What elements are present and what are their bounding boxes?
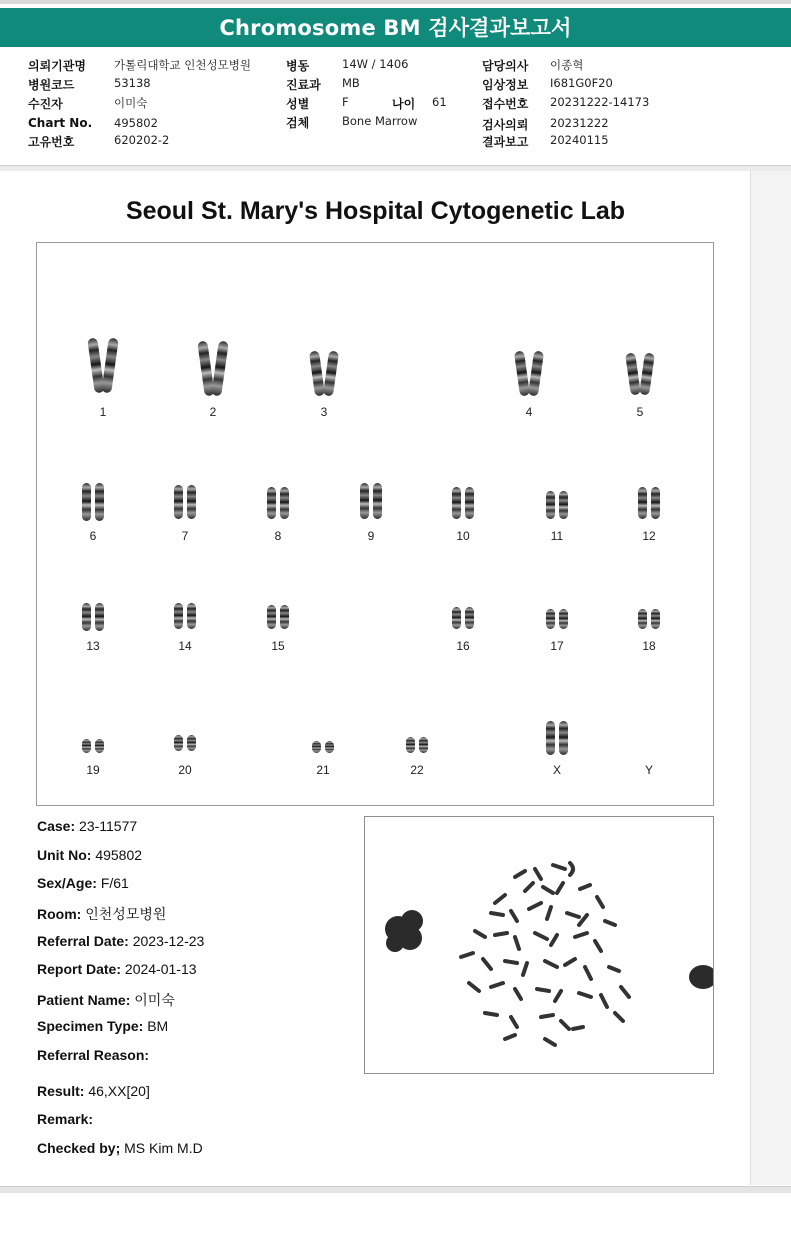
room-row: Room: 인천성모병원 — [37, 906, 167, 922]
chromatid — [211, 341, 229, 397]
metaphase-image — [364, 816, 714, 1074]
chromatid — [546, 491, 555, 519]
info-value: 이미숙 — [114, 96, 148, 110]
chromosome-label: 10 — [456, 529, 470, 543]
chromatid — [267, 605, 276, 629]
info-value: 53138 — [114, 76, 151, 90]
chromosome-label: 13 — [86, 639, 100, 653]
info-value: F — [342, 95, 349, 109]
case-row: Case: 23-11577 — [37, 818, 138, 834]
chromatid — [187, 603, 196, 629]
chromatid — [651, 609, 660, 629]
checked-by-row: Checked by; MS Kim M.D — [37, 1140, 203, 1156]
chromatid — [325, 741, 334, 753]
chromatid — [101, 338, 119, 394]
info-label: 성별 — [286, 97, 310, 111]
info-value: 620202-2 — [114, 133, 170, 147]
chromatid — [95, 739, 104, 753]
info-label: 병동 — [286, 59, 310, 73]
chromosome-label: 15 — [271, 639, 285, 653]
chromatid — [82, 483, 91, 521]
top-rule — [0, 0, 791, 4]
referral-date-row: Referral Date: 2023-12-23 — [37, 933, 205, 949]
chromatid — [373, 483, 382, 519]
chromatid — [452, 607, 461, 629]
chromosome-label: 20 — [178, 763, 192, 777]
chromosome-label: 6 — [89, 529, 97, 543]
info-label: 검체 — [286, 116, 310, 130]
chromosome-label: 8 — [274, 529, 282, 543]
chromatid — [639, 353, 655, 396]
chromatid — [546, 609, 555, 629]
chromatid — [546, 721, 555, 755]
chromosome-label: 9 — [367, 529, 375, 543]
age-label: 나이 — [392, 97, 416, 111]
info-value: 이종혁 — [550, 58, 584, 72]
chromatid — [95, 603, 104, 631]
result-row: Result: 46,XX[20] — [37, 1083, 150, 1099]
karyogram-panel — [36, 242, 714, 806]
chromatid — [452, 487, 461, 519]
info-value: 20231222 — [550, 116, 609, 130]
chromatid — [187, 735, 196, 751]
chromosome-label: 14 — [178, 639, 192, 653]
chromosome-label: 11 — [550, 529, 564, 543]
info-value: I681G0F20 — [550, 76, 613, 90]
chromosome-label: 18 — [642, 639, 656, 653]
unit-no-row: Unit No: 495802 — [37, 847, 143, 863]
info-value: 가톨릭대학교 인천성모병원 — [114, 58, 251, 72]
chromosome-label: 12 — [642, 529, 656, 543]
chromosome-label: 22 — [410, 763, 424, 777]
chromatid — [638, 609, 647, 629]
chromosome-21 — [303, 243, 343, 777]
info-label: 진료과 — [286, 78, 321, 92]
patient-info-panel — [0, 47, 791, 166]
chromosome-label: 4 — [525, 405, 533, 419]
chromatid — [625, 353, 641, 396]
specimen-type-row: Specimen Type: BM — [37, 1018, 169, 1034]
chromosome-9 — [351, 243, 391, 543]
chromatid — [559, 609, 568, 629]
age-value: 61 — [432, 95, 447, 109]
chromatid — [82, 603, 91, 631]
info-label: 접수번호 — [482, 97, 529, 111]
info-label: 병원코드 — [28, 78, 75, 92]
chromatid — [323, 351, 339, 397]
patient-name-row: Patient Name: 이미숙 — [37, 992, 175, 1008]
chromatid — [187, 485, 196, 519]
lab-title: Seoul St. Mary's Hospital Cytogenetic Lab — [125, 197, 626, 225]
chromatid — [174, 603, 183, 629]
chromatid — [280, 487, 289, 519]
info-value: Bone Marrow — [342, 114, 418, 128]
info-value: 495802 — [114, 116, 158, 130]
chromosome-label: 3 — [320, 405, 328, 419]
chromatid — [174, 485, 183, 519]
info-value: 14W / 1406 — [342, 57, 409, 71]
chromatid — [559, 721, 568, 755]
chromatid — [528, 351, 544, 397]
chromatid — [360, 483, 369, 519]
chromosome-label: 21 — [316, 763, 330, 777]
sex-age-row: Sex/Age: F/61 — [37, 875, 129, 891]
report-date-row: Report Date: 2024-01-13 — [37, 961, 197, 977]
chromatid — [651, 487, 660, 519]
chromatid — [174, 735, 183, 751]
chromosome-label: 5 — [636, 405, 644, 419]
chromosome-label: 7 — [181, 529, 189, 543]
chromosome-label: 19 — [86, 763, 100, 777]
chromosome-label: 2 — [209, 405, 217, 419]
chromosome-15 — [258, 243, 298, 653]
chromatid — [465, 487, 474, 519]
chromosome-label: Y — [644, 763, 653, 777]
page-margin — [751, 171, 791, 1185]
info-value: MB — [342, 76, 360, 90]
chromosome-label: X — [552, 763, 561, 777]
referral-reason-row: Referral Reason: — [37, 1047, 150, 1063]
chromatid — [312, 741, 321, 753]
info-label: 고유번호 — [28, 135, 75, 149]
chromatid — [82, 739, 91, 753]
info-label: 의뢰기관명 — [28, 59, 86, 73]
chromatid — [419, 737, 428, 753]
report-title: Chromosome BM 검사결과보고서 — [0, 8, 791, 47]
chromosome-label: 1 — [99, 405, 107, 419]
info-label: 검사의뢰 — [482, 118, 529, 132]
chromosome-label: 17 — [550, 639, 564, 653]
chromatid — [638, 487, 647, 519]
remark-row: Remark: — [37, 1111, 94, 1127]
chromosome-22 — [397, 243, 437, 777]
chromosome-label: 16 — [456, 639, 470, 653]
chromatid — [406, 737, 415, 753]
chromatid — [95, 483, 104, 521]
chromatid — [465, 607, 474, 629]
chromatid — [559, 491, 568, 519]
info-label: 담당의사 — [482, 59, 529, 73]
info-value: 20231222-14173 — [550, 95, 650, 109]
info-label: 결과보고 — [482, 135, 529, 149]
metaphase-spread-image — [365, 817, 713, 1073]
chromatid — [267, 487, 276, 519]
info-label: 수진자 — [28, 97, 63, 111]
chromatid — [280, 605, 289, 629]
info-label: Chart No. — [28, 116, 93, 130]
info-label: 임상정보 — [482, 78, 529, 92]
bottom-rule — [0, 1186, 791, 1193]
info-value: 20240115 — [550, 133, 609, 147]
